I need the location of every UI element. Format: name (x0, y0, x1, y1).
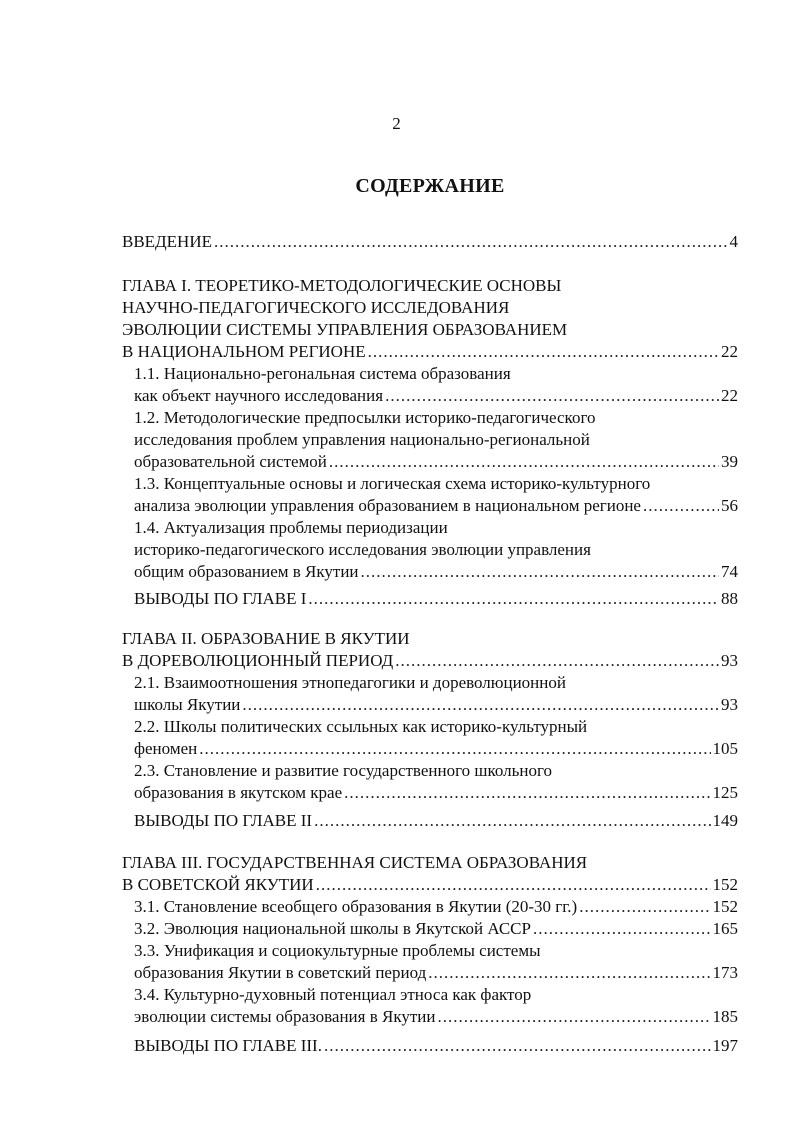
toc-page-number: 165 (712, 919, 738, 938)
toc-entry-section-3-1[interactable] (134, 896, 738, 918)
toc-entry-section-2-1[interactable] (134, 694, 738, 716)
toc-entry-text: В НАЦИОНАЛЬНОМ РЕГИОНЕ (122, 342, 366, 361)
toc-entry-chapter-3[interactable] (122, 874, 738, 896)
toc-entry-text: образования в якутском крае (134, 783, 343, 802)
dot-leader (368, 341, 719, 363)
toc-page-number: 185 (712, 1007, 738, 1026)
toc-entry-text: анализа эволюции управления образованием в национальном регионе (134, 496, 641, 515)
toc-page-number: 22 (721, 386, 738, 405)
toc-entry-text: В ДОРЕВОЛЮЦИОННЫЙ ПЕРИОД (122, 651, 394, 670)
toc-entry-text: ВЫВОДЫ ПО ГЛАВЕ III. (134, 1036, 322, 1055)
toc-page-number: 149 (712, 811, 738, 830)
dot-leader (385, 385, 719, 407)
section-3-4-line: 3.4. Культурно-духовный потенциал этноса как фактор (134, 985, 532, 1004)
toc-entry-text: образовательной системой (134, 452, 327, 471)
toc-page-number: 93 (721, 695, 738, 714)
toc-entry-text: 3.1. Становление всеобщего образования в Якутии (20-30 гг.) (134, 897, 578, 916)
toc-entry-chapter-1[interactable] (122, 341, 738, 363)
toc-page-number: 56 (721, 496, 738, 515)
toc-entry-text: образования Якутии в советский период (134, 963, 427, 982)
toc-entry-text: ВЫВОДЫ ПО ГЛАВЕ II (134, 811, 313, 830)
toc-entry-conclusion-3[interactable] (134, 1035, 738, 1057)
dot-leader (533, 918, 711, 940)
chapter-2-heading-line: ГЛАВА II. ОБРАЗОВАНИЕ В ЯКУТИИ (122, 629, 410, 648)
toc-page-number: 125 (712, 783, 738, 802)
section-2-2-line: 2.2. Школы политических ссыльных как историко-культурный (134, 717, 588, 736)
dot-leader (214, 231, 728, 253)
section-2-1-line: 2.1. Взаимоотношения этнопедагогики и дореволюционной (134, 673, 566, 692)
toc-page-number: 152 (712, 897, 738, 916)
dot-leader (428, 962, 710, 984)
toc-entry-section-2-3[interactable] (134, 782, 738, 804)
dot-leader (308, 588, 719, 610)
toc-entry-chapter-2[interactable] (122, 650, 738, 672)
dot-leader (579, 896, 710, 918)
dot-leader (324, 1035, 711, 1057)
toc-entry-text: эволюции системы образования в Якутии (134, 1007, 436, 1026)
toc-entry-conclusion-2[interactable] (134, 810, 738, 832)
chapter-1-heading-line: ГЛАВА I. ТЕОРЕТИКО-МЕТОДОЛОГИЧЕСКИЕ ОСНОВЫ (122, 276, 562, 295)
dot-leader (199, 738, 710, 760)
toc-entry-text: как объект научного исследования (134, 386, 384, 405)
page-number: 2 (392, 114, 401, 133)
toc-entry-conclusion-1[interactable] (134, 588, 738, 610)
chapter-1-heading-line: НАУЧНО-ПЕДАГОГИЧЕСКОГО ИССЛЕДОВАНИЯ (122, 298, 510, 317)
toc-entry-section-1-4[interactable] (134, 561, 738, 583)
chapter-3-heading-line: ГЛАВА III. ГОСУДАРСТВЕННАЯ СИСТЕМА ОБРАЗОВАНИЯ (122, 853, 588, 872)
toc-entry-section-1-3[interactable] (134, 495, 738, 517)
section-1-2-line: 1.2. Методологические предпосылки историко-педагогического (134, 408, 596, 427)
dot-leader (344, 782, 710, 804)
toc-entry-text: феномен (134, 739, 198, 758)
toc-entry-section-3-3[interactable] (134, 962, 738, 984)
toc-page-number: 93 (721, 651, 738, 670)
toc-entry-section-1-1[interactable] (134, 385, 738, 407)
toc-entry-section-3-4[interactable] (134, 1006, 738, 1028)
toc-page-number: 4 (729, 232, 738, 251)
toc-entry-text: 3.2. Эволюция национальной школы в Якутской АССР (134, 919, 531, 938)
section-2-3-line: 2.3. Становление и развитие государственного школьного (134, 761, 553, 780)
toc-page-number: 22 (721, 342, 738, 361)
toc-entry-section-1-2[interactable] (134, 451, 738, 473)
toc-entry-text: школы Якутии (134, 695, 241, 714)
dot-leader (314, 810, 710, 832)
toc-page-number: 39 (721, 452, 738, 471)
dot-leader (329, 451, 719, 473)
toc-entry-text: ВЫВОДЫ ПО ГЛАВЕ I (134, 589, 307, 608)
toc-entry-section-3-2[interactable] (134, 918, 738, 940)
toc-page-number: 105 (712, 739, 738, 758)
toc-entry-intro[interactable] (122, 231, 738, 253)
toc-page-number: 173 (712, 963, 738, 982)
dot-leader (643, 495, 719, 517)
toc-entry-text: общим образованием в Якутии (134, 562, 359, 581)
section-1-1-line: 1.1. Национально-регональная система образования (134, 364, 511, 383)
section-1-3-line: 1.3. Концептуальные основы и логическая схема историко-культурного (134, 474, 651, 493)
section-1-4-line: 1.4. Актуализация проблемы периодизации (134, 518, 448, 537)
toc-page-number: 197 (712, 1036, 738, 1055)
dot-leader (242, 694, 719, 716)
toc-page-number: 88 (721, 589, 738, 608)
toc-page-number: 152 (712, 875, 738, 894)
section-1-4-line: историко-педагогического исследования эволюции управления (134, 540, 591, 559)
dot-leader (437, 1006, 710, 1028)
section-3-3-line: 3.3. Унификация и социокультурные проблемы системы (134, 941, 541, 960)
dot-leader (361, 561, 719, 583)
toc-entry-text: В СОВЕТСКОЙ ЯКУТИИ (122, 875, 314, 894)
section-1-2-line: исследования проблем управления национально-региональной (134, 430, 590, 449)
toc-entry-section-2-2[interactable] (134, 738, 738, 760)
chapter-1-heading-line: ЭВОЛЮЦИИ СИСТЕМЫ УПРАВЛЕНИЯ ОБРАЗОВАНИЕМ (122, 320, 568, 339)
toc-page-number: 74 (721, 562, 738, 581)
toc-entry-text: ВВЕДЕНИЕ (122, 232, 212, 251)
dot-leader (395, 650, 719, 672)
page-title: СОДЕРЖАНИЕ (355, 175, 505, 197)
dot-leader (316, 874, 711, 896)
